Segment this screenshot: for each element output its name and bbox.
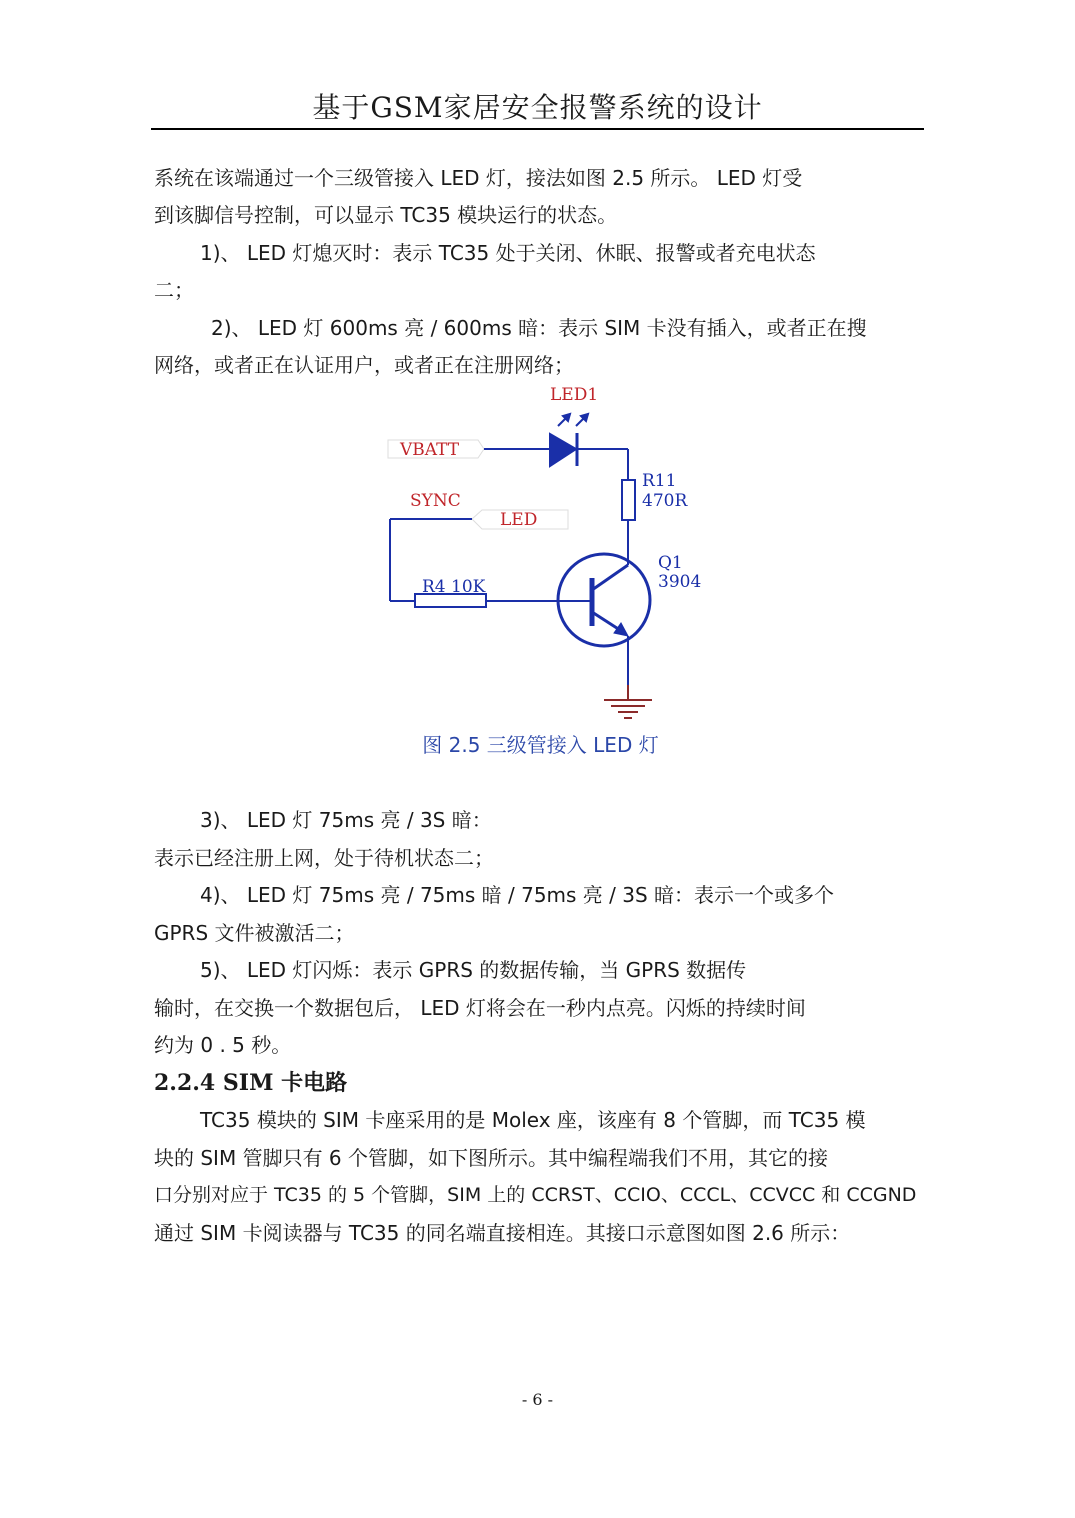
led1-label: LED1 [550,385,599,405]
section-line: 口分别对应于 TC35 的 5 个管脚，SIM 上的 CCRST、CCIO、CCCL、CCVCC 和 CCGND [154,1184,917,1206]
led-port-label: LED [500,510,538,530]
ground-symbol [604,685,652,718]
header-rule [151,128,924,130]
list-item-2-cont: 网络，或者正在认证用户，或者正在注册网络； [154,353,574,377]
led-port [472,510,568,530]
section-line: 块的 SIM 管脚只有 6 个管脚，如下图所示。其中编程端我们不用，其它的接 [154,1146,829,1170]
list-item-5: 5)、 LED 灯闪烁：表示 GPRS 的数据传输，当 GPRS 数据传 [200,958,747,982]
list-item-2: 2)、 LED 灯 600ms 亮 / 600ms 暗：表示 SIM 卡没有插入，或者正在搜 [211,316,867,340]
section-heading: 2.2.4 SIM 卡电路 [154,1070,348,1096]
r11-label: R11 [642,471,677,491]
paragraph-line: 到该脚信号控制，可以显示 TC35 模块运行的状态。 [154,203,618,227]
circuit-diagram [380,380,710,725]
light-emission-arrows [558,414,588,426]
q1-value: 3904 [658,572,702,592]
list-item-1-cont: 二； [154,278,194,302]
page-number: - 6 - [521,1390,554,1409]
vbatt-label: VBATT [400,440,460,460]
list-item-4: 4)、 LED 灯 75ms 亮 / 75ms 暗 / 75ms 亮 / 3S 暗：表示一个或多个 [200,883,835,907]
vbatt-port [388,440,484,460]
q1-label: Q1 [658,553,683,573]
paragraph-line: 系统在该端通过一个三级管接入 LED 灯，接法如图 2.5 所示。 LED 灯受 [154,166,803,190]
r11-value: 470R [642,491,688,511]
r4-label: R4 10K [422,577,486,597]
list-item-4-cont: GPRS 文件被激活二； [154,921,355,945]
list-item-3-cont: 表示已经注册上网，处于待机状态二； [154,846,494,870]
figure-caption: 图 2.5 三级管接入 LED 灯 [422,733,659,757]
list-item-5-cont: 输时，在交换一个数据包后， LED 灯将会在一秒内点亮。闪烁的持续时间 [154,996,806,1020]
r11-resistor [622,480,635,520]
sync-label: SYNC [410,491,461,511]
list-item-1: 1)、 LED 灯熄灭时：表示 TC35 处于关闭、休眠、报警或者充电状态 [200,241,816,265]
section-line: TC35 模块的 SIM 卡座采用的是 Molex 座，该座有 8 个管脚，而 TC35 模 [200,1108,866,1132]
list-item-3: 3)、 LED 灯 75ms 亮 / 3S 暗： [200,808,492,832]
q1-transistor [558,554,650,646]
led-diode-symbol [550,433,577,466]
page-header-title: 基于GSM家居安全报警系统的设计 [312,91,763,124]
list-item-5-cont2: 约为 0 . 5 秒。 [154,1033,292,1057]
section-line: 通过 SIM 卡阅读器与 TC35 的同名端直接相连。其接口示意图如图 2.6 所示： [154,1221,851,1245]
